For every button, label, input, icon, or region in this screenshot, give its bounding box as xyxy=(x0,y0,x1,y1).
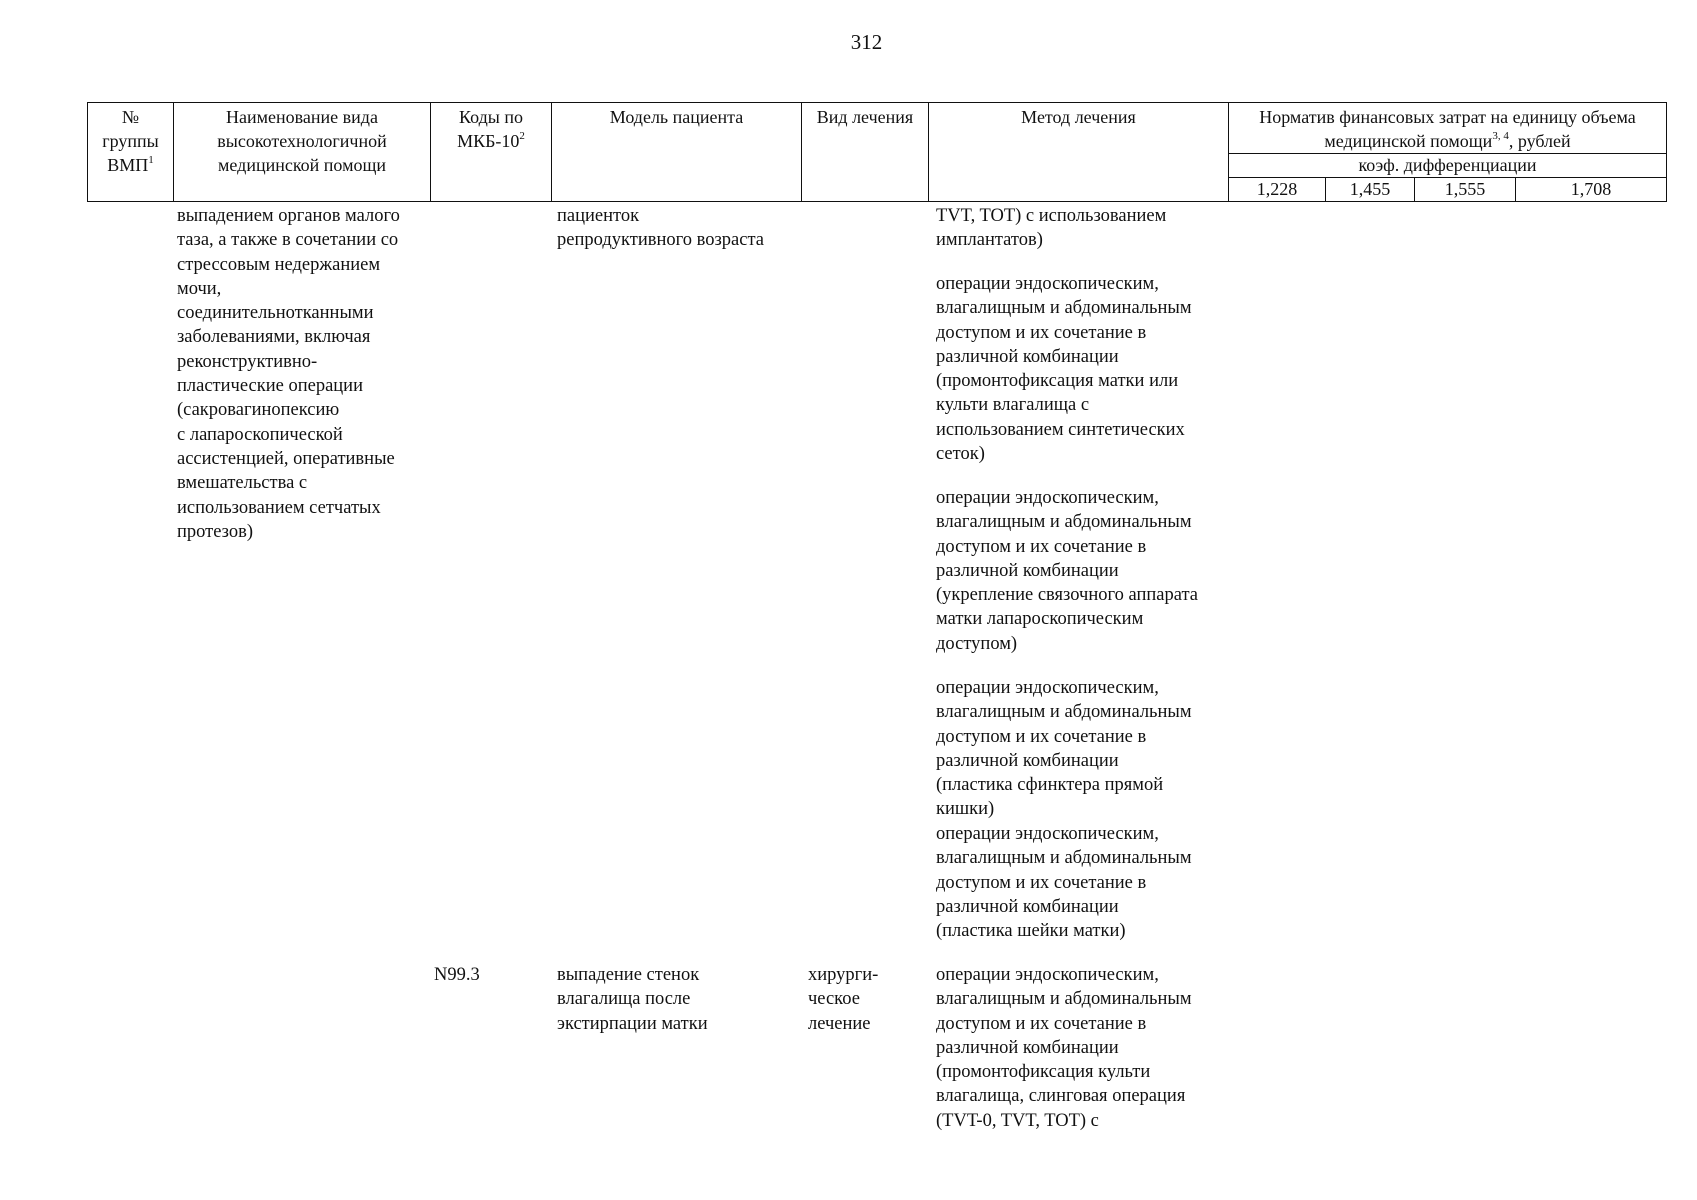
header-method: Метод лечения xyxy=(929,103,1229,202)
method-item: операции эндоскопическим, влагалищным и абдоминальным доступом и их сочетание в различной комбинации (пластика шейки матки) xyxy=(936,824,1192,942)
coef-value: 1,708 xyxy=(1516,178,1667,202)
header-patient-model: Модель пациента xyxy=(552,103,802,202)
treatment-type-text: хирурги- ческое лечение xyxy=(808,965,879,1034)
table-header xyxy=(87,102,1667,202)
header-norm: Норматив финансовых затрат на единицу объема медицинской помощи$^{3, 4}$, рублей xyxy=(1229,103,1667,154)
header-codes: Коды по МКБ-$10^2$ xyxy=(431,103,552,202)
method-item: операции эндоскопическим, влагалищным и абдоминальным доступом и их сочетание в различной комбинации (пластика сфинктера прямой кишки) xyxy=(936,678,1192,820)
coef-value: 1,228 xyxy=(1229,178,1326,202)
patient-model-text: выпадение стенок влагалища после экстирпации матки xyxy=(557,965,708,1034)
method-item: TVT, TOT) с использованием имплантатов) xyxy=(936,206,1167,251)
coef-value: 1,455 xyxy=(1326,178,1415,202)
vmp-name-text: выпадением органов малого таза, а также в сочетании со стрессовым недержанием мочи, соединительнотканными заболеваниями, включая реконструктивно- пластические операции (сакровагинопексию с лапароскопической ассистенцией, оперативные вмешательства с использованием сетчатых протезов) xyxy=(177,206,400,542)
header-coef-label: коэф. дифференциации xyxy=(1229,154,1667,178)
mkb-code: N99.3 xyxy=(434,965,480,985)
page-number: 312 xyxy=(850,30,883,54)
header-name: Наименование вида высокотехнологичной медицинской помощи xyxy=(174,103,431,202)
header-treatment-type: Вид лечения xyxy=(802,103,929,202)
method-item: операции эндоскопическим, влагалищным и абдоминальным доступом и их сочетание в различной комбинации (промонтофиксация культи влагалища, слинговая операция (TVT-0, TVT, TOT) с xyxy=(936,965,1192,1131)
patient-model-text: пациенток репродуктивного возраста xyxy=(557,206,764,251)
method-item: операции эндоскопическим, влагалищным и абдоминальным доступом и их сочетание в различной комбинации (укрепление связочного аппарата матки лапароскопическим доступом) xyxy=(936,488,1198,654)
header-group-number: № группы ВМП$^1$ xyxy=(88,103,174,202)
method-item: операции эндоскопическим, влагалищным и абдоминальным доступом и их сочетание в различной комбинации (промонтофиксация матки или культи влагалища с использованием синтетических сеток) xyxy=(936,274,1192,465)
coef-value: 1,555 xyxy=(1415,178,1516,202)
